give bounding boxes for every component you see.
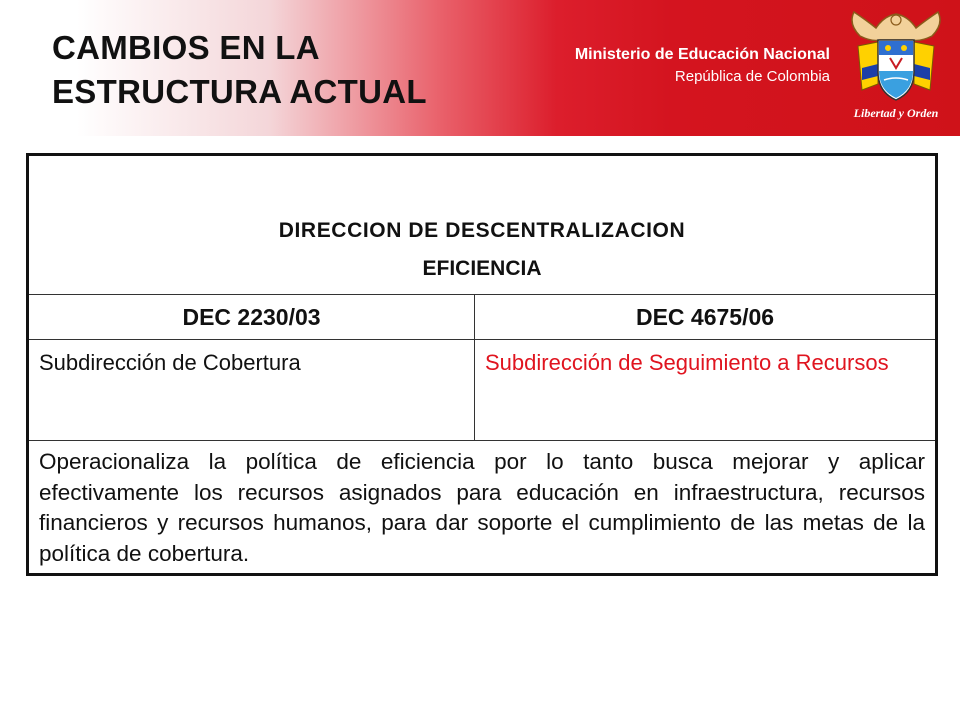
table-description-row — [28, 441, 937, 575]
cell-subdireccion-cobertura: Subdirección de Cobertura — [28, 340, 475, 441]
table-heading-row — [28, 155, 937, 295]
slide-title-line1: CAMBIOS EN LA — [52, 29, 320, 66]
table-heading-cell — [28, 155, 937, 295]
table-heading-direccion: DIRECCION DE DESCENTRALIZACION — [278, 219, 686, 242]
ministry-label — [575, 44, 830, 88]
table-heading-eficiencia: EFICIENCIA — [422, 257, 542, 280]
table-row — [28, 340, 937, 441]
cell-subdireccion-seguimiento: Subdirección de Seguimiento a Recursos — [475, 340, 937, 441]
table-header-row — [28, 295, 937, 340]
seal-motto: Libertad y Orden — [853, 106, 939, 120]
ministry-name: Ministerio de Educación Nacional — [574, 46, 830, 63]
slide-title-line2: ESTRUCTURA ACTUAL — [52, 73, 427, 110]
description-text: Operacionaliza la política de eficiencia por lo tanto busca mejorar y aplicar efectivamente los recursos asignados para educación en infraestructura, recursos financieros y recursos humanos, para dar soporte el cumplimiento de las metas de la política de cobertura. — [28, 441, 937, 575]
column-header-dec-4675: DEC 4675/06 — [475, 295, 937, 340]
ministry-country: República de Colombia — [674, 68, 830, 85]
coat-of-arms-icon — [840, 6, 952, 130]
column-header-dec-2230: DEC 2230/03 — [28, 295, 475, 340]
slide-title — [52, 26, 427, 114]
header-banner — [0, 0, 960, 136]
structure-table — [26, 153, 938, 576]
